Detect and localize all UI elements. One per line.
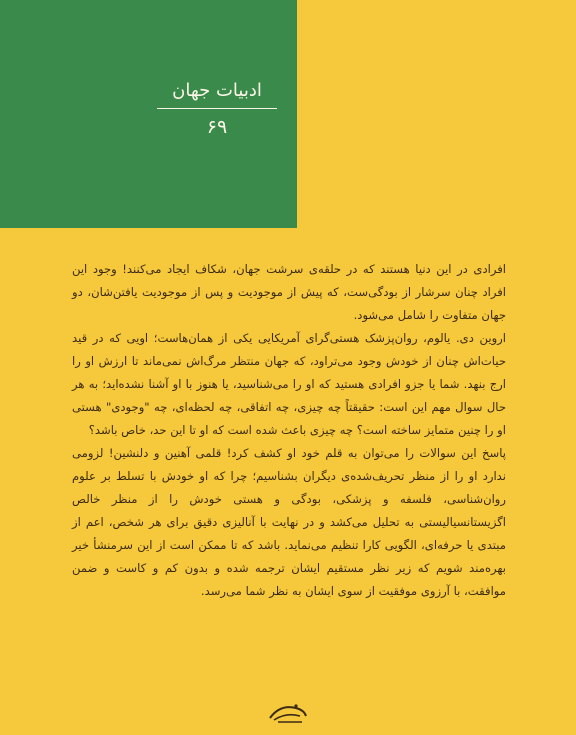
series-divider [157,108,277,109]
series-number: ۶۹ [206,116,228,138]
publisher-logo-icon [266,700,310,724]
paragraph-1: افرادی در این دنیا هستند که در حلقه‌ی سرشت جهان، شکاف ایجاد می‌کنند! وجود این افراد چنان سرشار از بودگی‌ست، که پیش از موجودیت و پس از موجودیت یافتن‌شان، دو جهان متفاوت را شامل می‌شود. [72,262,506,322]
blurb-text [72,258,506,603]
series-title: ادبیات جهان [172,80,262,101]
series-panel [0,0,297,228]
paragraph-2: اروین دی. یالوم، روان‌پزشک هستی‌گرای آمریکایی یکی از همان‌هاست؛ اویی که در قید حیات‌اش چنان از خودش وجود می‌تراود، که جهان منتظر مرگ‌اش نمی‌ماند تا ارزش او را ارج بنهد. شما یا جزو افرادی هستید که او را می‌شناسید، یا هنوز با او آشنا نشده‌اید؛ به هر حال سوال مهم این است: حقیقتاً چه چیزی، چه اتفاقی، چه لحظه‌ای، چه "وجودی" هستی او را چنین متمایز ساخته است؟ چه چیزی باعث شده است که او تا این حد، خاص باشد؟ [72,331,506,437]
paragraph-3: پاسخ این سوالات را می‌توان به قلم خود او کشف کرد! قلمی آهنین و دلنشین! لزومی ندارد او را از منظر تحریف‌شده‌ی دیگران بشناسیم؛ چرا که او خودش با تسلط بر علوم روان‌شناسی، فلسفه و پزشکی، بودگی و هستی خودش را از منظر خالص اگزیستانسیالیستی به تحلیل می‌کشد و در نهایت با آنالیزی دقیق برای هر شخص، اعم از مبتدی یا حرفه‌ای، الگویی کارا تنظیم می‌نماید. باشد که تا ممکن است از این سرمنشأ خیر بهره‌مند شویم که زیر نظر مستقیم ایشان ترجمه شده و بدون کم و کاست و ضمن موافقت، با آرزوی موفقیت از سوی ایشان به نظر شما می‌رسد. [72,446,506,598]
